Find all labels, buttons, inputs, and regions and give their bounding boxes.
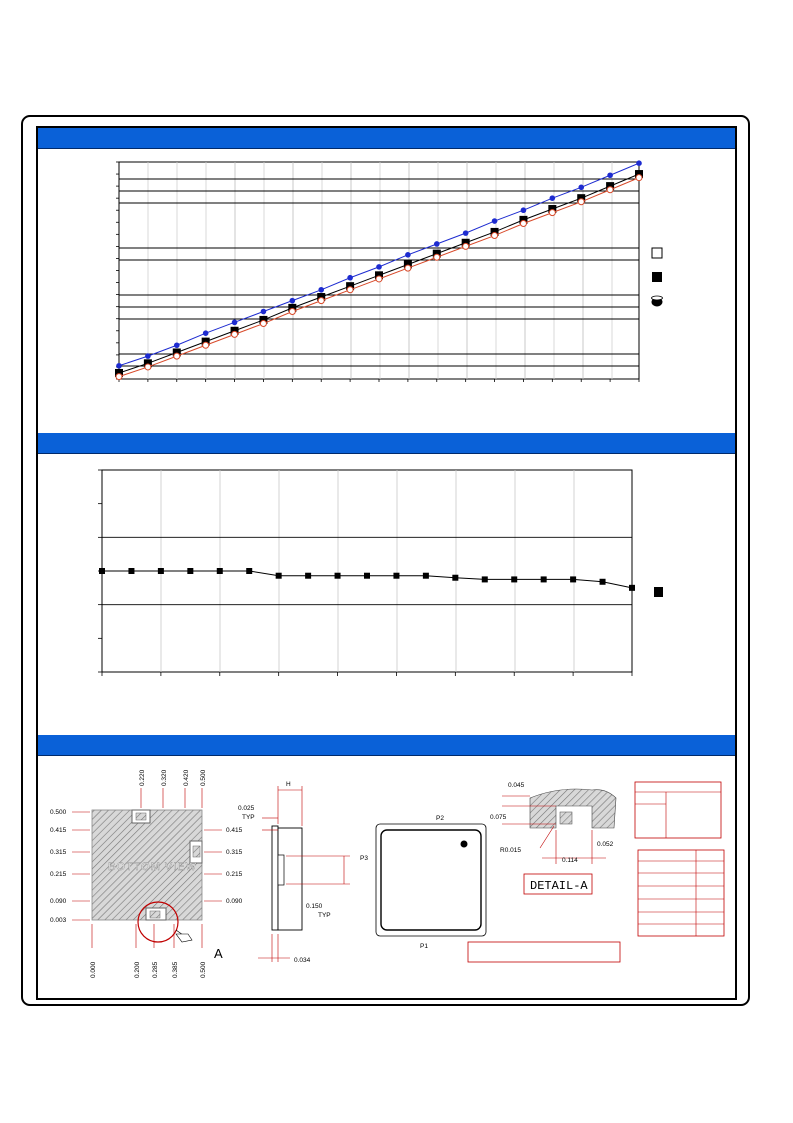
detail-075: 0.075 xyxy=(490,814,507,821)
data-point xyxy=(364,573,370,579)
data-point xyxy=(570,576,576,582)
pin-p3: P3 xyxy=(360,855,368,862)
data-point xyxy=(174,353,180,359)
detail-r015: R0.015 xyxy=(500,847,521,854)
data-point xyxy=(289,308,295,314)
data-point xyxy=(261,309,267,315)
data-point xyxy=(492,233,498,239)
data-point xyxy=(434,254,440,260)
side-025-label: 0.025 xyxy=(238,805,255,812)
dim-top-2: 0.420 xyxy=(183,769,190,786)
data-point xyxy=(232,320,238,326)
data-point xyxy=(549,210,555,216)
outline-drawing xyxy=(40,758,732,998)
chart-1 xyxy=(40,152,730,392)
data-point xyxy=(636,175,642,181)
dim-top-3: 0.500 xyxy=(200,769,207,786)
dim-right-2: 0.215 xyxy=(226,871,243,878)
side-view xyxy=(238,781,350,964)
section-header-chart-2 xyxy=(38,433,735,454)
dim-top-0: 0.220 xyxy=(139,769,146,786)
data-point xyxy=(145,364,151,370)
data-point xyxy=(305,573,311,579)
data-point xyxy=(405,252,411,258)
pin-p2: P2 xyxy=(436,815,444,822)
data-point xyxy=(203,342,209,348)
pin-p1: P1 xyxy=(420,943,428,950)
side-typ-label: TYP xyxy=(242,814,255,821)
detail-052: 0.052 xyxy=(597,841,614,848)
data-point xyxy=(174,342,180,348)
data-point xyxy=(520,220,526,226)
side-h-label: H xyxy=(286,781,291,788)
data-point xyxy=(423,573,429,579)
legend-marker-open-square xyxy=(652,248,662,258)
section-header-chart-1 xyxy=(38,128,735,149)
detail-a xyxy=(490,782,616,894)
data-point xyxy=(452,575,458,581)
data-point xyxy=(203,330,209,336)
dim-right-0: 0.415 xyxy=(226,827,243,834)
data-point xyxy=(116,374,122,380)
dim-left-4: 0.090 xyxy=(50,898,67,905)
legend-marker-square xyxy=(654,587,663,597)
data-point xyxy=(492,218,498,224)
data-point xyxy=(158,568,164,574)
data-point xyxy=(482,576,488,582)
data-point xyxy=(187,568,193,574)
top-view xyxy=(360,815,486,950)
data-point xyxy=(521,207,527,213)
data-point xyxy=(463,243,469,249)
data-point xyxy=(629,585,635,591)
dim-top-1: 0.320 xyxy=(161,769,168,786)
data-point xyxy=(550,195,556,201)
data-point xyxy=(376,276,382,282)
data-point xyxy=(578,185,584,191)
data-point xyxy=(276,573,282,579)
data-point xyxy=(246,568,252,574)
data-point xyxy=(376,264,382,270)
dim-left-5: 0.003 xyxy=(50,917,67,924)
dim-left-3: 0.215 xyxy=(50,871,67,878)
pin1-dot xyxy=(461,841,468,848)
data-point xyxy=(347,287,353,293)
data-point xyxy=(217,568,223,574)
data-point xyxy=(145,353,151,359)
detail-045: 0.045 xyxy=(508,782,525,789)
dim-right-3: 0.090 xyxy=(226,898,243,905)
dim-left-1: 0.415 xyxy=(50,827,67,834)
dim-right-1: 0.315 xyxy=(226,849,243,856)
dim-left-0: 0.500 xyxy=(50,809,67,816)
data-point xyxy=(434,241,440,247)
data-point xyxy=(260,321,266,327)
data-point xyxy=(393,573,399,579)
legend-marker-square xyxy=(652,272,662,282)
detail-callout: A xyxy=(214,946,223,961)
bottom-view xyxy=(92,810,223,961)
dim-bottom-2: 0.285 xyxy=(152,961,159,978)
side-034-label: 0.034 xyxy=(294,957,311,964)
data-point xyxy=(232,331,238,337)
data-point xyxy=(318,298,324,304)
chart-2 xyxy=(40,460,730,690)
data-point xyxy=(290,298,296,304)
data-point xyxy=(116,363,122,369)
data-point xyxy=(607,187,613,193)
data-point xyxy=(541,576,547,582)
data-point xyxy=(607,172,613,178)
side-150-label: 0.150 xyxy=(306,903,323,910)
data-point xyxy=(636,160,642,166)
data-point xyxy=(405,265,411,271)
data-point xyxy=(511,576,517,582)
data-point xyxy=(347,275,353,281)
dim-bottom-0: 0.000 xyxy=(90,961,97,978)
detail-114: 0.114 xyxy=(562,857,578,864)
dim-bottom-4: 0.500 xyxy=(200,961,207,978)
detail-title: DETAIL-A xyxy=(530,879,588,893)
section-header-outline xyxy=(38,735,735,756)
data-point xyxy=(99,568,105,574)
legend-marker-cylinder-top xyxy=(652,296,663,300)
bottom-view-label: BOTTOM VIEW xyxy=(108,861,198,873)
data-point xyxy=(463,230,469,236)
data-point xyxy=(318,287,324,293)
side-150-typ-label: TYP xyxy=(318,912,331,919)
dim-bottom-3: 0.385 xyxy=(172,961,179,978)
dim-bottom-1: 0.200 xyxy=(134,961,141,978)
data-point xyxy=(578,199,584,205)
dim-left-2: 0.315 xyxy=(50,849,67,856)
data-point xyxy=(128,568,134,574)
data-point xyxy=(600,579,606,585)
data-point xyxy=(335,573,341,579)
